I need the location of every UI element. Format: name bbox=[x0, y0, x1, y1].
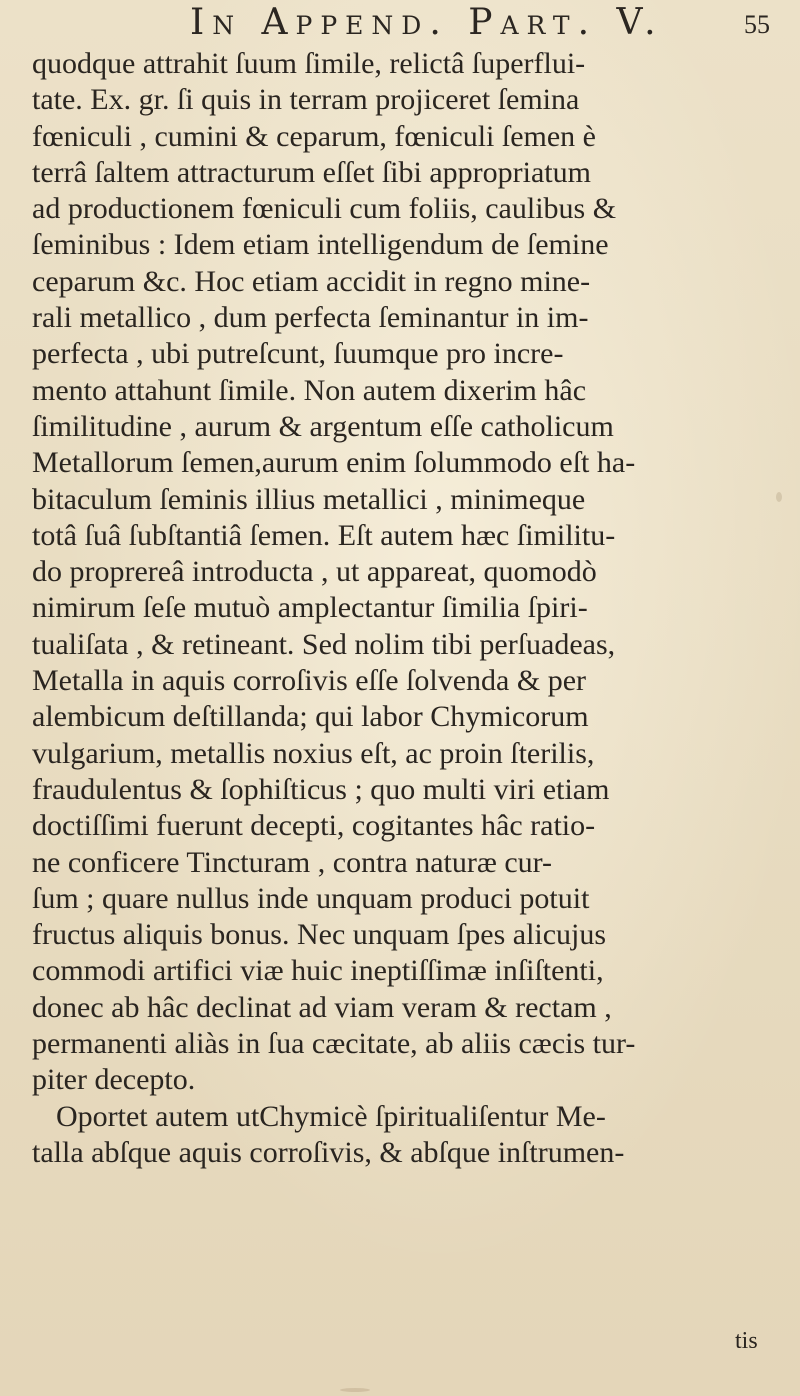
running-head: In Append. Part. V. bbox=[190, 2, 664, 43]
text-line: permanenti aliàs in ſua cæcitate, ab aliis cæcis tur- bbox=[32, 1027, 636, 1061]
text-line: vulgarium, metallis noxius eſt, ac proin ſterilis, bbox=[32, 736, 595, 770]
paragraph-start-line: Oportet autem utChymicè ſpiritualiſentur Me- bbox=[56, 1099, 606, 1133]
text-line: perfecta , ubi putreſcunt, ſuumque pro incre- bbox=[32, 337, 564, 371]
text-line: quodque attrahit ſuum ſimile, relictâ ſuperflui- bbox=[32, 47, 586, 80]
body-text bbox=[32, 46, 772, 1171]
text-line: talla abſque aquis corroſivis, & abſque inſtrumen- bbox=[32, 1135, 625, 1169]
text-line: mento attahunt ſimile. Non autem dixerim hâc bbox=[32, 373, 587, 407]
paper-spot bbox=[340, 1388, 370, 1392]
text-line: terrâ ſaltem attracturum eſſet ſibi appropriatum bbox=[32, 155, 591, 189]
text-line: ne conficere Tincturam , contra naturæ cur- bbox=[32, 845, 553, 879]
text-line: commodi artifici viæ huic ineptiſſimæ inſiſtenti, bbox=[32, 954, 604, 988]
text-line: ad productionem fœniculi cum foliis, caulibus & bbox=[32, 192, 617, 226]
text-line: rali metallico , dum perfecta ſeminantur in im- bbox=[32, 301, 589, 335]
text-line: alembicum deſtillanda; qui labor Chymicorum bbox=[32, 700, 589, 734]
text-line: nimirum ſeſe mutuò amplectantur ſimilia ſpiri- bbox=[32, 591, 588, 625]
text-line: ſimilitudine , aurum & argentum eſſe catholicum bbox=[32, 409, 614, 443]
text-line: doctiſſimi fuerunt decepti, cogitantes hâc ratio- bbox=[32, 809, 596, 843]
page-header bbox=[0, 0, 800, 50]
text-line: do proprereâ introducta , ut appareat, quomodò bbox=[32, 555, 597, 589]
text-line: Metallorum ſemen,aurum enim ſolummodo eſt ha- bbox=[32, 446, 636, 480]
text-line: bitaculum ſeminis illius metallici , minimeque bbox=[32, 482, 586, 516]
text-line: ſum ; quare nullus inde unquam produci potuit bbox=[32, 881, 590, 915]
text-line: piter decepto. bbox=[32, 1063, 196, 1097]
text-line: fœniculi , cumini & ceparum, fœniculi ſemen è bbox=[32, 119, 596, 153]
page-number: 55 bbox=[744, 10, 770, 39]
text-line: fraudulentus & ſophiſticus ; quo multi viri etiam bbox=[32, 772, 610, 806]
catchword: tis bbox=[735, 1328, 758, 1354]
text-line: donec ab hâc declinat ad viam veram & rectam , bbox=[32, 990, 612, 1024]
text-line: ſeminibus : Idem etiam intelligendum de ſemine bbox=[32, 228, 609, 262]
text-line: tate. Ex. gr. ſi quis in terram projiceret ſemina bbox=[32, 83, 580, 117]
text-line: Metalla in aquis corroſivis eſſe ſolvenda & per bbox=[32, 664, 587, 698]
text-line: fructus aliquis bonus. Nec unquam ſpes alicujus bbox=[32, 918, 607, 952]
text-line: tualiſata , & retineant. Sed nolim tibi perſuadeas, bbox=[32, 627, 616, 661]
text-line: totâ ſuâ ſubſtantiâ ſemen. Eſt autem hæc ſimilitu- bbox=[32, 518, 616, 552]
paper-spot bbox=[776, 492, 782, 502]
text-line: ceparum &c. Hoc etiam accidit in regno mine- bbox=[32, 264, 591, 298]
